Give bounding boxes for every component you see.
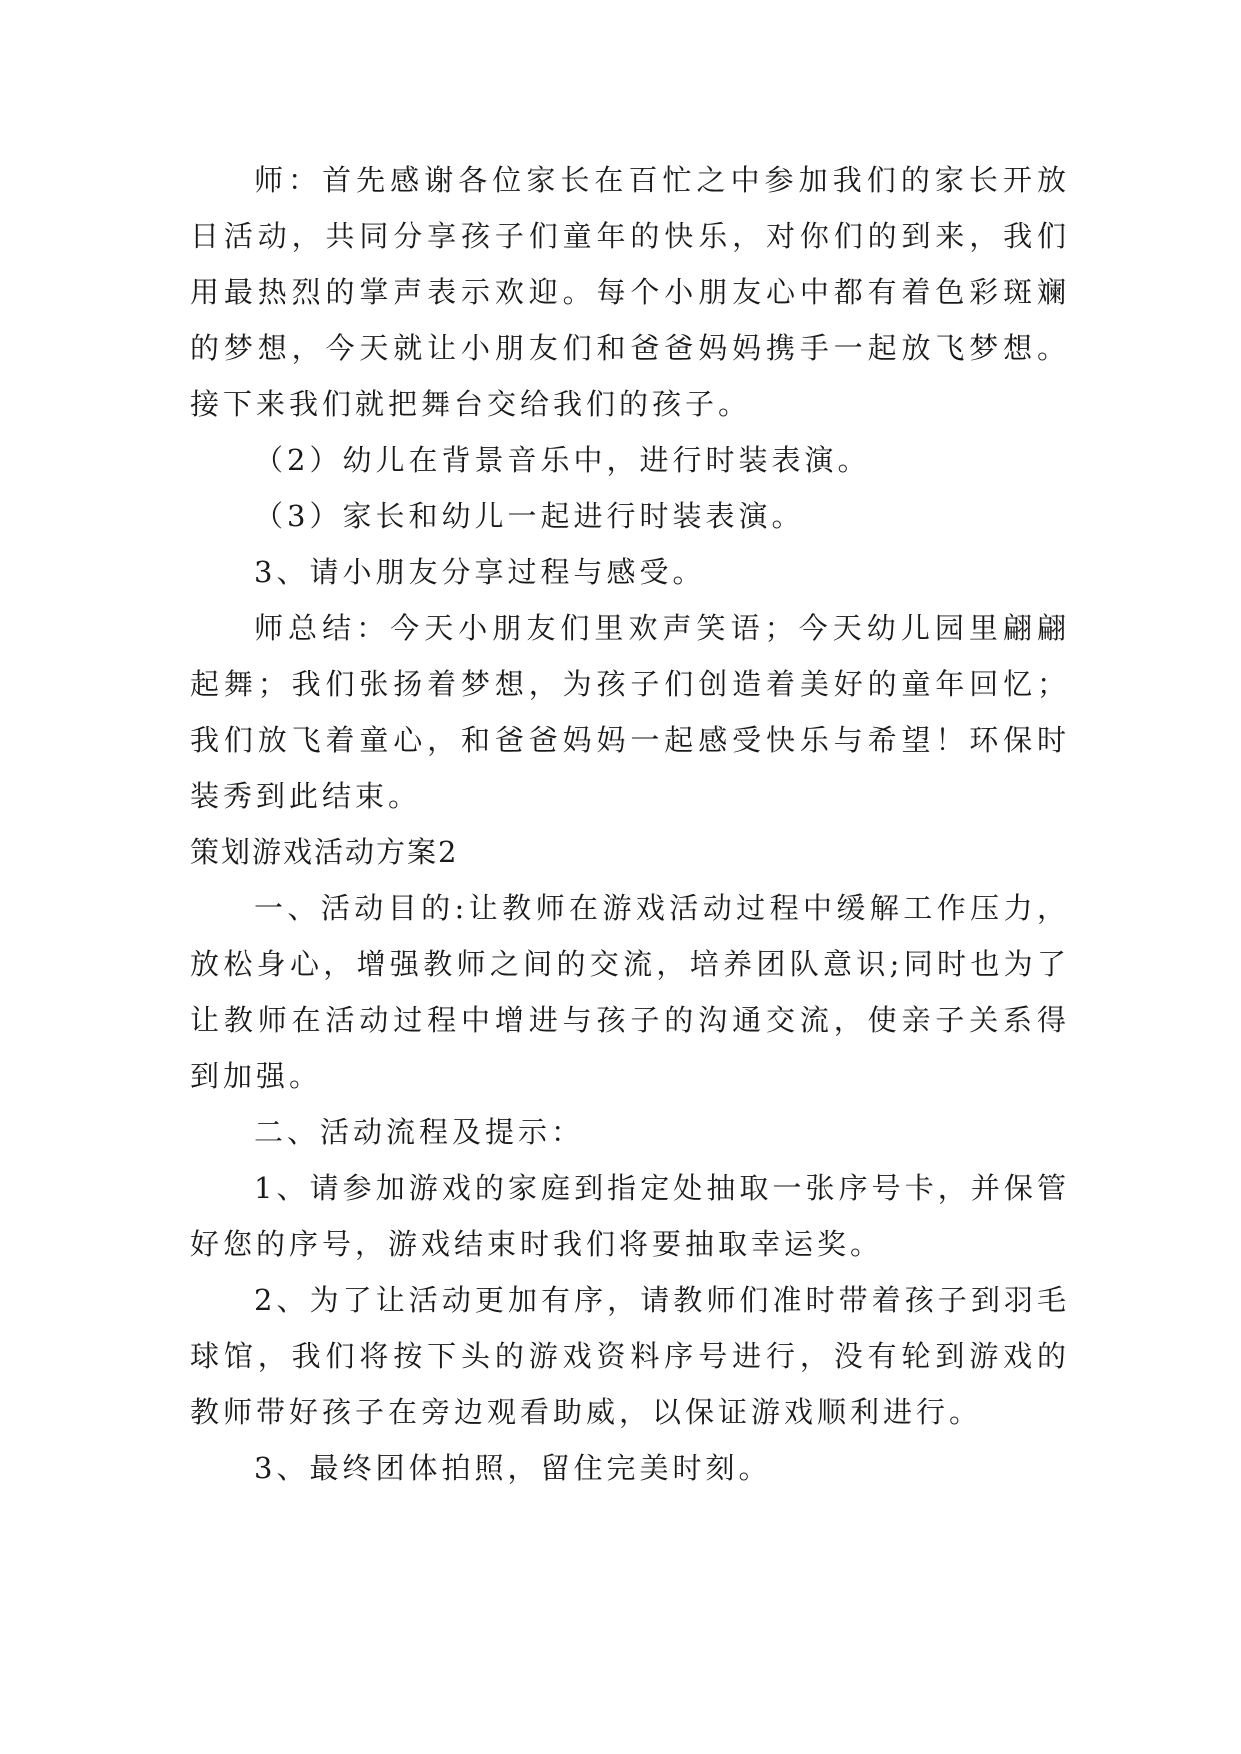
paragraph-activity-purpose: 一、活动目的:让教师在游戏活动过程中缓解工作压力，放松身心，增强教师之间的交流，培养团队意识;同时也为了让教师在活动过程中增进与孩子的沟通交流，使亲子关系得到加强。 <box>190 891 1070 1093</box>
paragraph-share-feelings: 3、请小朋友分享过程与感受。 <box>254 555 706 589</box>
paragraph-step-3: （3）家长和幼儿一起进行时装表演。 <box>254 499 805 533</box>
paragraph-process-item-3: 3、最终团体拍照，留住完美时刻。 <box>254 1451 772 1485</box>
document-body <box>190 152 1070 1496</box>
paragraph-process-item-1: 1、请参加游戏的家庭到指定处抽取一张序号卡，并保管好您的序号，游戏结束时我们将要抽取幸运奖。 <box>190 1171 1070 1261</box>
paragraph-process-item-2: 2、为了让活动更加有序，请教师们准时带着孩子到羽毛球馆，我们将按下头的游戏资料序号进行，没有轮到游戏的教师带好孩子在旁边观看助威，以保证游戏顺利进行。 <box>190 1283 1070 1429</box>
paragraph-step-2: （2）幼儿在背景音乐中，进行时装表演。 <box>254 443 871 477</box>
section-title: 策划游戏活动方案2 <box>190 835 459 869</box>
paragraph-activity-process-heading: 二、活动流程及提示： <box>254 1115 585 1149</box>
paragraph-teacher-summary: 师总结：今天小朋友们里欢声笑语；今天幼儿园里翩翩起舞；我们张扬着梦想，为孩子们创造着美好的童年回忆；我们放飞着童心，和爸爸妈妈一起感受快乐与希望！环保时装秀到此结束。 <box>190 611 1070 813</box>
paragraph-teacher-opening: 师：首先感谢各位家长在百忙之中参加我们的家长开放日活动，共同分享孩子们童年的快乐，对你们的到来，我们用最热烈的掌声表示欢迎。每个小朋友心中都有着色彩斑斓的梦想，今天就让小朋友们和爸爸妈妈携手一起放飞梦想。接下来我们就把舞台交给我们的孩子。 <box>190 163 1070 421</box>
